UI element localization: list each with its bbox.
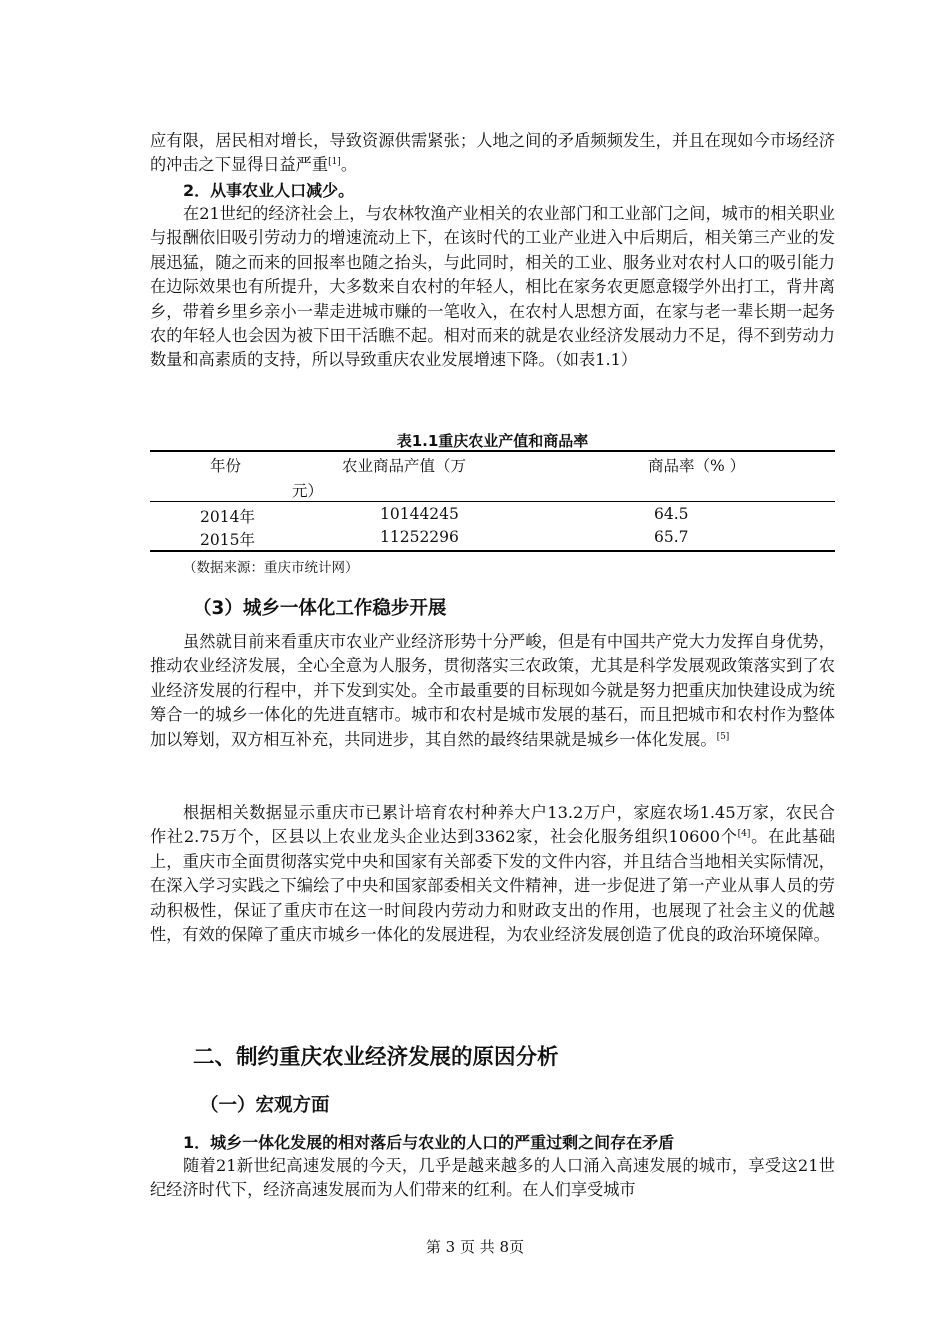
intro-paragraph: 应有限，居民相对增长，导致资源供需紧张；人地之间的矛盾频频发生，并且在现如今市场经济的冲击之下显得日益严重[1]。 xyxy=(150,131,835,175)
heading-population-decline: 2．从事农业人口减少。 xyxy=(183,181,355,200)
urban-rural-paragraph: 虽然就目前来看重庆市农业产业经济形势十分严峻，但是有中国共产党大力发挥自身优势，推动农业经济发展，全心全意为人服务，贯彻落实三农政策，尤其是科学发展观政策落实到了农业经济发展的行程中，并下发到实处。全市最重要的目标现如今就是努力把重庆加快建设成为统筹合一的城乡一体化的先进直辖市。城市和农村是城市发展的基石，而且把城市和农村作为整体加以筹划，双方相互补充，共同进步，其自然的最终结果就是城乡一体化发展。[5] xyxy=(150,632,835,749)
citation-ref: [1] xyxy=(328,157,341,168)
table-cell-value: 11252296 xyxy=(380,528,459,546)
heading-urban-rural: （3）城乡一体化工作稳步开展 xyxy=(193,598,447,619)
section-heading: 二、制约重庆农业经济发展的原因分析 xyxy=(193,1045,559,1070)
page-footer: 第 3 页 共 8页 xyxy=(425,1238,525,1256)
table-cell-rate: 64.5 xyxy=(654,505,689,523)
table-source-note: （数据来源：重庆市统计网） xyxy=(183,560,359,576)
table-header-rule xyxy=(150,501,835,502)
last-paragraph: 随着21新世纪高速发展的今天，几乎是越来越多的人口涌入高速发展的城市，享受这21世纪经济时代下，经济高速发展而为人们带来的红利。在人们享受城市 xyxy=(150,1156,835,1200)
citation-ref: [5] xyxy=(716,731,730,742)
table-header-value-unit: 元） xyxy=(292,482,324,500)
labor-paragraph: 在21世纪的经济社会上，与农林牧渔产业相关的农业部门和工业部门之间，城市的相关职业与报酬依旧吸引劳动力的增速流动上下，在该时代的工业产业进入中后期后，相关第三产业的发展迅猛，随之而来的回报率也随之抬头，与此同时，相关的工业、服务业对农村人口的吸引能力在边际效果也有所提升，大多数来自农村的年轻人，相比在家务农更愿意辍学外出打工，背井离乡，带着乡里乡亲小一辈走进城市赚的一笔收入，在农村人思想方面，在家与老一辈长期一起务农的年轻人也会因为被下田干活瞧不起。相对而来的就是农业经济发展动力不足，得不到劳动力数量和高素质的支持，所以导致重庆农业发展增速下降。（如表1.1） xyxy=(150,204,835,370)
table-cell-year: 2014年 xyxy=(200,508,255,526)
table-cell-value: 10144245 xyxy=(380,505,459,523)
table-cell-year: 2015年 xyxy=(200,531,255,549)
table-header-year: 年份 xyxy=(210,457,242,475)
table-cell-rate: 65.7 xyxy=(654,528,689,546)
data-paragraph: 根据相关数据显示重庆市已累计培育农村种养大户13.2万户，家庭农场1.45万家，农民合作社2.75万个，区县以上农业龙头企业达到3362家，社会化服务组织10600个[4]。在此基础上，重庆市全面贯彻落实党中央和国家有关部委下发的文件内容，并且结合当地相关实际情况，在深入学习实践之下编绘了中央和国家部委相关文件精神，进一步促进了第一产业从事人员的劳动积极性，保证了重庆市在这一时间段内劳动力和财政支出的作用，也展现了社会主义的优越性，有效的保障了重庆市城乡一体化的发展进程，为农业经济发展创造了优良的政治环境保障。 xyxy=(150,803,836,945)
point-heading: 1．城乡一体化发展的相对落后与农业的人口的严重过剩之间存在矛盾 xyxy=(183,1133,675,1152)
subsection-heading: （一）宏观方面 xyxy=(200,1095,330,1116)
citation-ref: [4] xyxy=(737,829,751,840)
table-header-value: 农业商品产值（万 xyxy=(342,457,467,475)
table-bottom-rule xyxy=(150,550,835,552)
table-caption: 表1.1重庆农业产值和商品率 xyxy=(396,432,589,450)
table-top-rule xyxy=(150,450,835,452)
table-header-rate: 商品率（% ） xyxy=(648,457,746,475)
